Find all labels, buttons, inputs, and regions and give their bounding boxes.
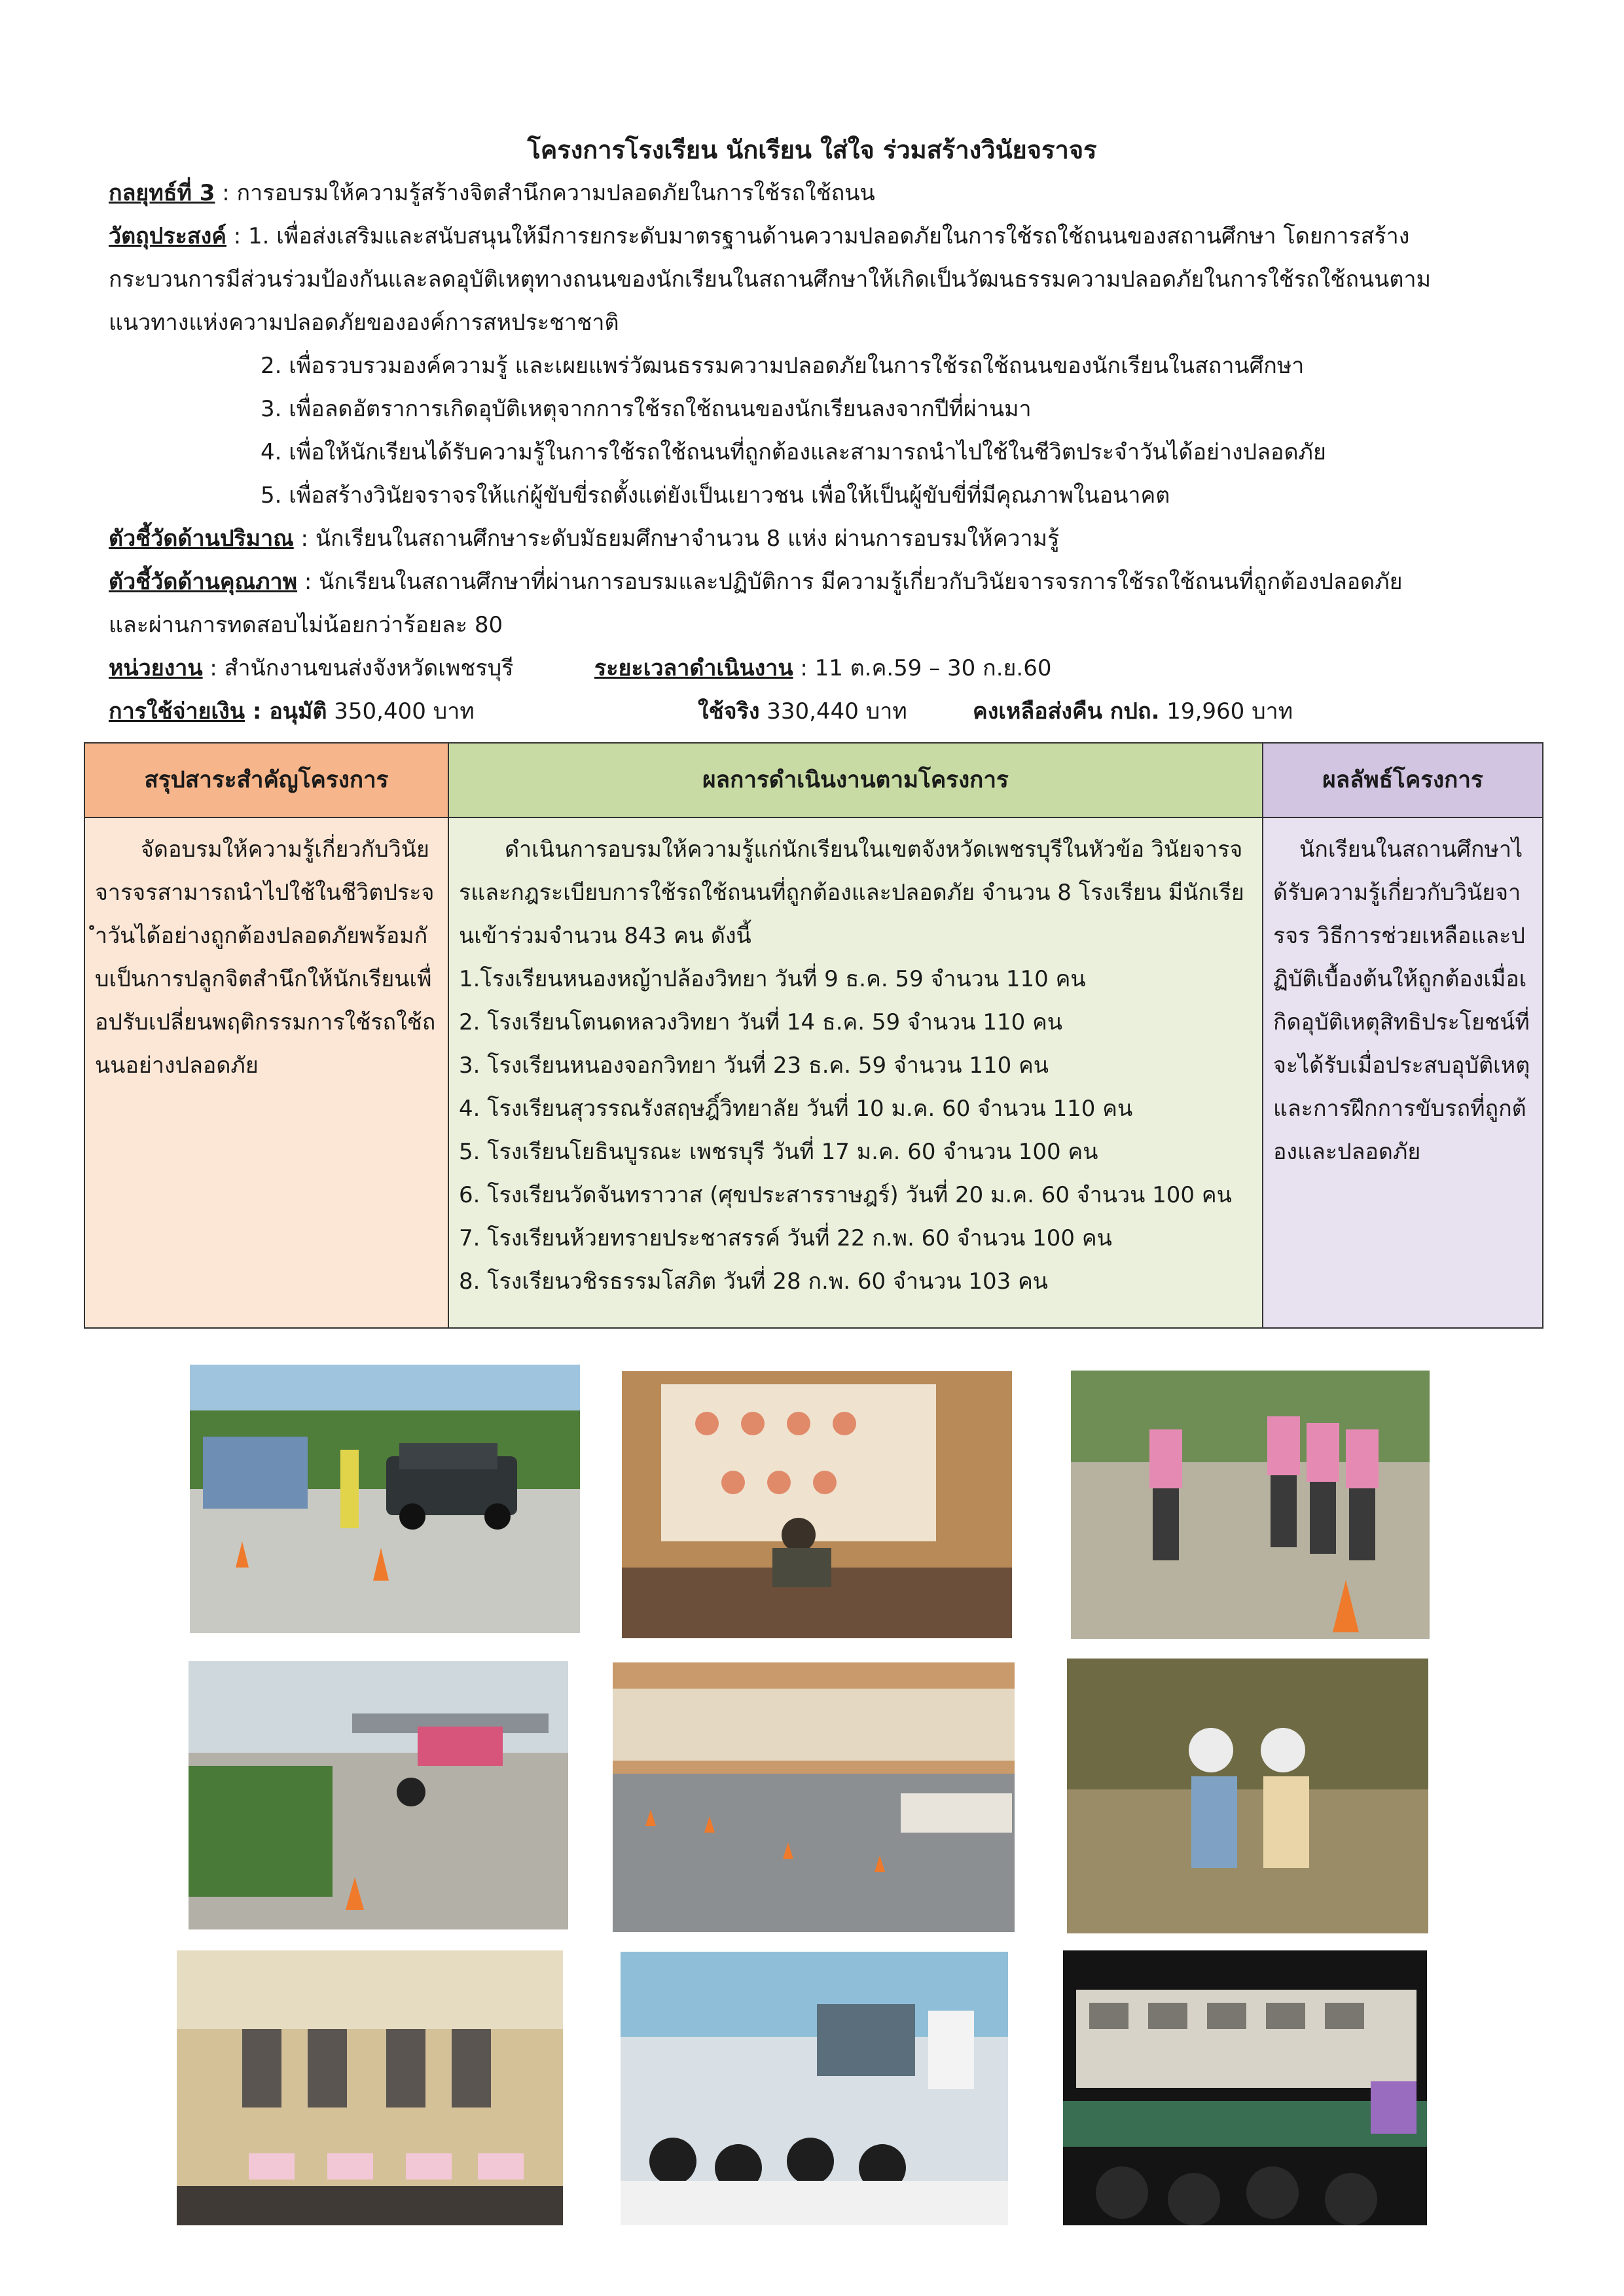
quantity-kpi-line <box>109 517 1059 560</box>
quality-kpi-value-1: นักเรียนในสถานศึกษาที่ผ่านการอบรมและปฏิบัติการ มีความรู้เกี่ยวกับวินัยจารจรการใช้รถใช้ถนนที่ถูกต้องปลอดภัย <box>319 569 1403 595</box>
summary-text: จัดอบรมให้ความรู้เกี่ยวกับวินัยจารจรสามารถนำไปใช้ในชีวิตประจำวันได้อย่างถูกต้องปลอดภัยพร้อมกับเป็นการปลูกจิตสำนึกให้นักเรียนเพื่อปรับเปลี่ยนพฤติกรรมการใช้รถใช้ถนนอย่างปลอดภัย <box>95 836 436 1079</box>
objective-1-line-3: แนวทางแห่งความปลอดภัยขององค์การสหประชาชาติ <box>109 310 619 336</box>
objectives-label: วัตถุประสงค์ <box>109 223 226 249</box>
quantity-kpi-value: นักเรียนในสถานศึกษาระดับมัธยมศึกษาจำนวน 8 แห่ง ผ่านการอบรมให้ความรู้ <box>315 526 1060 552</box>
objective-2: 2. เพื่อรวบรวมองค์ความรู้ และเผยแพร่วัฒนธรรมความปลอดภัยในการใช้รถใช้ถนนของนักเรียนในสถานศึกษา <box>261 353 1305 379</box>
photo-group-certificates <box>177 1950 563 2225</box>
outcome-cell <box>1263 817 1543 1328</box>
budget-remaining <box>973 690 1293 733</box>
agency-line <box>109 647 513 690</box>
list-item: 7. โรงเรียนห้วยทรายประชาสรรค์ วันที่ 22 ก.พ. 60 จำนวน 100 คน <box>459 1225 1112 1251</box>
list-item: 6. โรงเรียนวัดจันทราวาส (ศุขประสารราษฎร์) วันที่ 20 ม.ค. 60 จำนวน 100 คน <box>459 1182 1232 1208</box>
header-summary: สรุปสาระสำคัญโครงการ <box>84 743 448 817</box>
list-item: 5. โรงเรียนโยธินบูรณะ เพชรบุรี วันที่ 17 ม.ค. 60 จำนวน 100 คน <box>459 1139 1098 1165</box>
results-intro: ดำเนินการอบรมให้ความรู้แก่นักเรียนในเขตจังหวัดเพชรบุรีในหัวข้อ วินัยจารจรและกฎระเบียบการใช้รถใช้ถนนที่ถูกต้องและปลอดภัย จำนวน 8 โรงเรียน มีนักเรียนเข้าร่วมจำนวน 843 คน ดังนี้ <box>459 836 1244 949</box>
budget-remaining-label: คงเหลือส่งคืน กปถ. <box>973 698 1160 725</box>
outcome-text: นักเรียนในสถานศึกษาได้รับความรู้เกี่ยวกับวินัยจารจร วิธีการช่วยเหลือและปฏิบัติเบื้องต้นให้ถูกต้องเมื่อเกิดอุบัติเหตุสิทธิประโยชน์ที่จะได้รับเมื่อประสบอุบัติเหตุ และการฝึกการขับรถที่ถูกต้องและปลอดภัย <box>1273 836 1530 1165</box>
list-item: 4. โรงเรียนสุวรรณรังสฤษฎิ์วิทยาลัย วันที่ 10 ม.ค. 60 จำนวน 110 คน <box>459 1096 1133 1122</box>
photo-helmet-demo <box>1067 1659 1428 1933</box>
objective-1-line-1: 1. เพื่อส่งเสริมและสนับสนุนให้มีการยกระดับมาตรฐานด้านความปลอดภัยในการใช้รถใช้ถนนของสถานศึกษา โดยการสร้าง <box>248 223 1410 249</box>
objective-5: 5. เพื่อสร้างวินัยจราจรให้แก่ผู้ขับขี่รถตั้งแต่ยังเป็นเยาวชน เพื่อให้เป็นผู้ขับขี่ที่มีคุณภาพในอนาคต <box>261 482 1170 509</box>
photo-motorcycle-practice <box>189 1661 568 1929</box>
table-header-row <box>84 743 1543 817</box>
strategy-line <box>109 171 875 215</box>
quality-kpi-sep: : <box>297 569 319 595</box>
summary-cell <box>84 817 448 1328</box>
period-sep: : <box>793 655 815 681</box>
quality-kpi-label: ตัวชี้วัดด้านคุณภาพ <box>109 569 298 595</box>
photo-classroom-lecture <box>622 1371 1012 1638</box>
objective-3: 3. เพื่อลดอัตราการเกิดอุบัติเหตุจากการใช้รถใช้ถนนของนักเรียนลงจากปีที่ผ่านมา <box>261 396 1032 422</box>
period-value: 11 ต.ค.59 – 30 ก.ย.60 <box>814 655 1052 681</box>
page-title: โครงการโรงเรียน นักเรียน ใส่ใจ ร่วมสร้างวินัยจราจร <box>527 135 1097 164</box>
table-body-row <box>84 817 1543 1328</box>
budget-approved-label: อนุมัติ <box>269 698 327 725</box>
helmet-demo-image <box>1067 1659 1428 1933</box>
header-results: ผลการดำเนินงานตามโครงการ <box>448 743 1263 817</box>
classroom-students-image <box>621 1952 1008 2225</box>
school-list <box>459 958 1252 1303</box>
objective-4: 4. เพื่อให้นักเรียนได้รับความรู้ในการใช้รถใช้ถนนที่ถูกต้องและสามารถนำไปใช้ในชีวิตประจำวันได้อย่างปลอดภัย <box>261 439 1326 465</box>
budget-line <box>109 690 475 733</box>
budget-label: การใช้จ่ายเงิน <box>109 698 245 725</box>
photo-classroom-students <box>621 1952 1008 2225</box>
list-item: 3. โรงเรียนหนองจอกวิทยา วันที่ 23 ธ.ค. 59 จำนวน 110 คน <box>459 1052 1049 1079</box>
quantity-kpi-label: ตัวชี้วัดด้านปริมาณ <box>109 526 294 552</box>
strategy-label: กลยุทธ์ที่ 3 <box>109 180 215 206</box>
photo-night-event <box>1063 1950 1427 2225</box>
motorcycle-practice-image <box>189 1661 568 1929</box>
list-item: 1.โรงเรียนหนองหญ้าปล้องวิทยา วันที่ 9 ธ.ค. 59 จำนวน 110 คน <box>459 966 1086 992</box>
night-event-image <box>1063 1950 1427 2225</box>
list-item: 8. โรงเรียนวชิรธรรมโสภิต วันที่ 28 ก.พ. 60 จำนวน 103 คน <box>459 1268 1049 1295</box>
budget-approved-value: 350,400 บาท <box>327 698 475 725</box>
group-certificates-image <box>177 1950 563 2225</box>
agency-sep: : <box>202 655 225 681</box>
outdoor-training-image <box>1071 1371 1430 1639</box>
photo-cone-course <box>613 1662 1015 1932</box>
objective-1-line-2: กระบวนการมีส่วนร่วมป้องกันและลดอุบัติเหตุทางถนนของนักเรียนในสถานศึกษาให้เกิดเป็นวัฒนธรรมความปลอดภัยในการใช้รถใช้ถนนตาม <box>109 266 1431 293</box>
results-cell <box>448 817 1263 1328</box>
budget-sep: : <box>245 698 270 725</box>
photo-outdoor-training <box>1071 1371 1430 1639</box>
header-outcome: ผลลัพธ์โครงการ <box>1263 743 1543 817</box>
project-summary-table <box>84 742 1543 1329</box>
traffic-checkpoint-image <box>190 1365 580 1633</box>
strategy-sep: : <box>215 180 237 206</box>
budget-actual <box>698 690 907 733</box>
classroom-lecture-image <box>622 1371 1012 1638</box>
quantity-kpi-sep: : <box>293 526 316 552</box>
cone-course-image <box>613 1662 1015 1932</box>
list-item: 2. โรงเรียนโตนดหลวงวิทยา วันที่ 14 ธ.ค. 59 จำนวน 110 คน <box>459 1009 1063 1035</box>
budget-actual-value: 330,440 บาท <box>759 698 907 725</box>
strategy-value: การอบรมให้ความรู้สร้างจิตสำนึกความปลอดภัยในการใช้รถใช้ถนน <box>236 180 875 206</box>
quality-kpi-line-1 <box>109 560 1403 603</box>
photo-traffic-checkpoint <box>190 1365 580 1633</box>
budget-remaining-value: 19,960 บาท <box>1159 698 1293 725</box>
period-label: ระยะเวลาดำเนินงาน <box>594 655 793 681</box>
objectives-line-1 <box>109 215 1409 258</box>
agency-label: หน่วยงาน <box>109 655 203 681</box>
budget-actual-label: ใช้จริง <box>698 698 760 725</box>
agency-value: สำนักงานขนส่งจังหวัดเพชรบุรี <box>224 655 514 681</box>
objectives-sep: : <box>226 223 249 249</box>
quality-kpi-line-2: และผ่านการทดสอบไม่น้อยกว่าร้อยละ 80 <box>109 612 503 638</box>
period-line <box>594 647 1052 690</box>
